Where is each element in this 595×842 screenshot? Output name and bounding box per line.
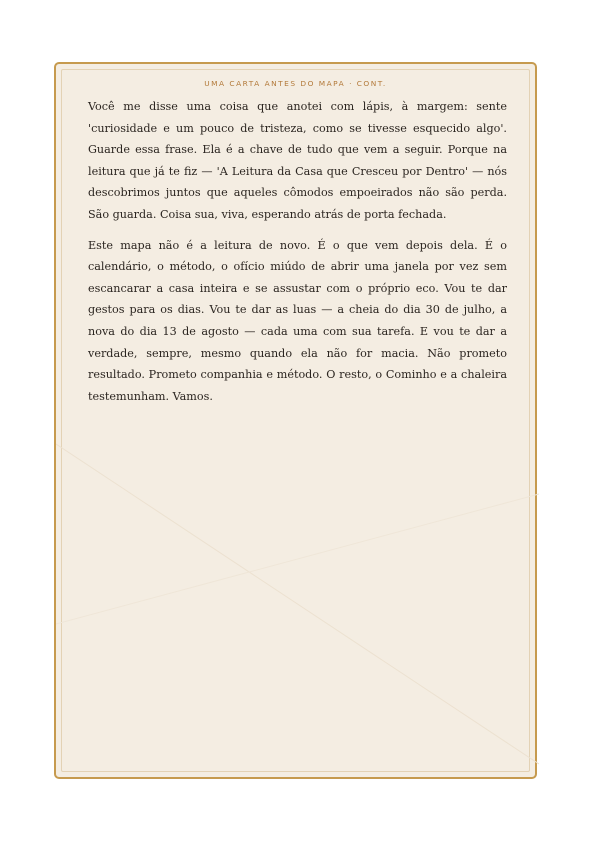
letter-body [88,96,507,416]
paragraph-1: Você me disse uma coisa que anotei com lápis, à margem: sente 'curiosidade e um pouco de tristeza, como se tivesse esquecido algo'. Guarde essa frase. Ela é a chave de tudo que vem a seguir. Porque na leitura que já te fiz — 'A Leitura da Casa que Cresceu por Dentro' — nós descobrimos juntos que aqueles cômodos empoeirados não são perda. São guarda. Coisa sua, viva, esperando atrás de porta fechada. [88,100,507,221]
letter-page [54,62,537,779]
paragraph-2: Este mapa não é a leitura de novo. É o que vem depois dela. É o calendário, o método, o ofício miúdo de abrir uma janela por vez sem escancarar a casa inteira e se assustar com o próprio eco. Vou te dar gestos para os dias. Vou te dar as luas — a cheia do dia 30 de julho, a nova do dia 13 de agosto — cada uma com sua tarefa. E vou te dar a verdade, sempre, mesmo quando ela não for macia. Não prometo resultado. Prometo companhia e método. O resto, o Cominho e a chaleira testemunham. Vamos. [88,238,507,403]
letter-header: UMA CARTA ANTES DO MAPA · CONT. [204,79,387,88]
